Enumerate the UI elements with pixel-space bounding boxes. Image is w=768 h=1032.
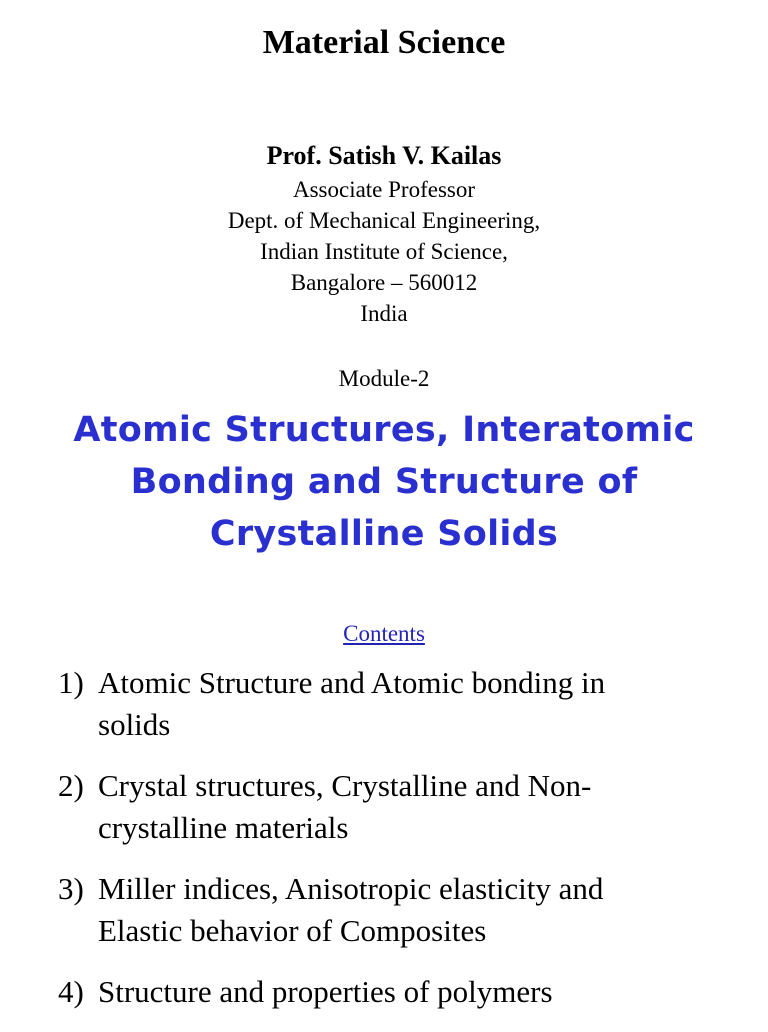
- module-title-line: Crystalline Solids: [209, 514, 559, 554]
- module-title: [0, 404, 768, 560]
- document-title: Material Science: [262, 24, 506, 61]
- author-position: Associate Professor: [292, 177, 476, 202]
- author-city: Bangalore – 560012: [290, 270, 478, 295]
- contents-item-number: 3): [58, 871, 84, 906]
- author-country: India: [360, 301, 408, 326]
- contents-item-number: 4): [58, 974, 84, 1009]
- contents-link[interactable]: Contents: [343, 621, 425, 646]
- contents-item-text: Elastic behavior of Composites: [98, 913, 487, 948]
- author-department: Dept. of Mechanical Engineering,: [227, 208, 541, 233]
- contents-list: [58, 662, 758, 1032]
- contents-item-text: Structure and properties of polymers: [98, 974, 553, 1009]
- author-affiliation: [0, 174, 768, 329]
- contents-item: [58, 765, 758, 849]
- contents-item-text: crystalline materials: [98, 810, 349, 845]
- contents-heading-wrap: [0, 619, 768, 649]
- module-title-line: Atomic Structures, Interatomic: [73, 410, 695, 450]
- contents-item: [58, 868, 758, 952]
- contents-item: [58, 662, 758, 746]
- author-institute: Indian Institute of Science,: [260, 239, 508, 264]
- author-name: Prof. Satish V. Kailas: [266, 141, 502, 170]
- contents-item-number: 1): [58, 665, 84, 700]
- contents-item-text: Atomic Structure and Atomic bonding in: [98, 665, 606, 700]
- module-label: Module-2: [338, 366, 430, 391]
- contents-item: [58, 971, 758, 1013]
- contents-item-text: Miller indices, Anisotropic elasticity and: [98, 871, 604, 906]
- contents-item-number: 2): [58, 768, 84, 803]
- contents-item-text: solids: [98, 707, 171, 742]
- contents-item-text: Crystal structures, Crystalline and Non-: [98, 768, 592, 803]
- module-title-line: Bonding and Structure of: [130, 462, 638, 502]
